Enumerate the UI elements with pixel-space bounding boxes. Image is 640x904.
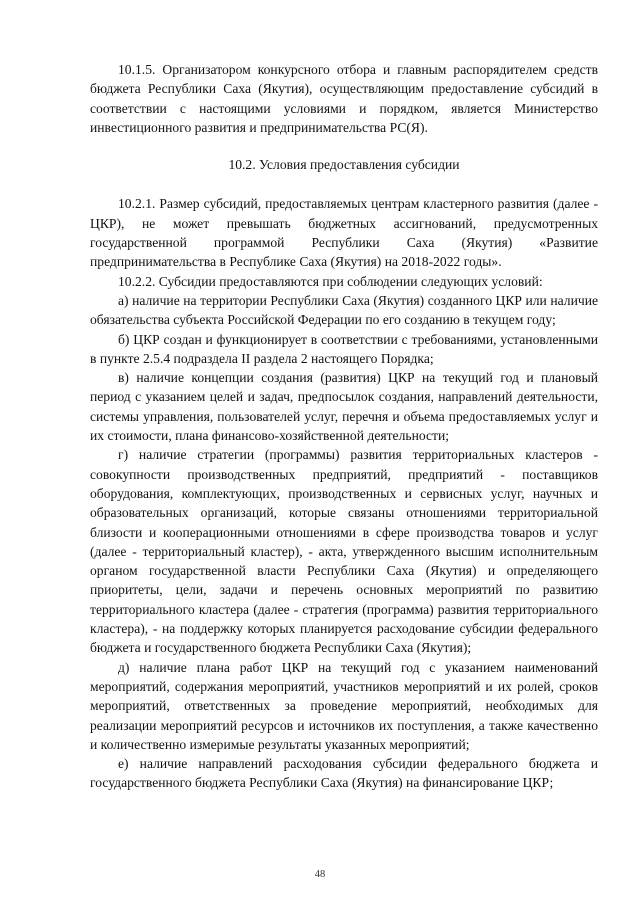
- condition-v: в) наличие концепции создания (развития) ЦКР на текущий год и плановый период с указанием целей и задач, предпосылок создания, направлений деятельности, системы управления, пользователей услуг, перечня и объема предоставляемых услуг и их стоимости, плана финансово-хозяйственной деятельности;: [90, 370, 598, 444]
- section-heading: 10.2. Условия предоставления субсидии: [228, 157, 460, 173]
- paragraph-10-2-1: 10.2.1. Размер субсидий, предоставляемых центрам кластерного развития (далее - ЦКР), не может превышать бюджетных ассигнований, предусмотренных государственной программой Республики Саха (Якутия) «Развитие предпринимательства в Республике Саха (Якутия) на 2018-2022 годы».: [90, 196, 598, 270]
- condition-b: б) ЦКР создан и функционирует в соответствии с требованиями, установленными в пункте 2.5.4 подраздела II раздела 2 настоящего Порядка;: [90, 331, 598, 366]
- condition-d: д) наличие плана работ ЦКР на текущий год с указанием наименований мероприятий, содержания мероприятий, участников мероприятий и их ролей, сроков мероприятий, ответственных за проведение мероприятий, необходимых для реализации мероприятий ресурсов и источников их поступления, а также качественно и количественно измеримые результаты указанных мероприятий;: [90, 659, 598, 752]
- document-page: [90, 60, 598, 793]
- condition-a: а) наличие на территории Республики Саха (Якутия) созданного ЦКР или наличие обязательства субъекта Российской Федерации по его созданию в текущем году;: [90, 292, 598, 328]
- page-number: 48: [314, 869, 326, 880]
- paragraph-10-1-5: 10.1.5. Организатором конкурсного отбора и главным распорядителем средств бюджета Республики Саха (Якутия), осуществляющим предоставление субсидий в соответствии с настоящими условиями и порядком, является Министерство инвестиционного развития и предпринимательства РС(Я).: [90, 62, 598, 135]
- paragraph-10-2-2: 10.2.2. Субсидии предоставляются при соблюдении следующих условий:: [118, 273, 543, 289]
- condition-g: г) наличие стратегии (программы) развития территориальных кластеров - совокупности производственных предприятий, предприятий - поставщиков оборудования, комплектующих, производственных и сервисных услуг, научных и образовательных организаций, которые связаны отношениями территориальной близости и кооперационными отношениями в сфере производства товаров и услуг (далее - территориальный кластер), - акта, утвержденного высшим исполнительным органом государственной власти Республики Саха (Якутия) и определяющего приоритеты, цели, задачи и перечень основных мероприятий по развитию территориального кластера (далее - стратегия (программа) развития территориального кластера), - на поддержку которых планируется расходование субсидии федерального бюджета и государственного бюджета Республики Саха (Якутия);: [90, 447, 598, 656]
- condition-e: е) наличие направлений расходования субсидии федерального бюджета и государственного бюджета Республики Саха (Якутия) на финансирование ЦКР;: [90, 756, 598, 791]
